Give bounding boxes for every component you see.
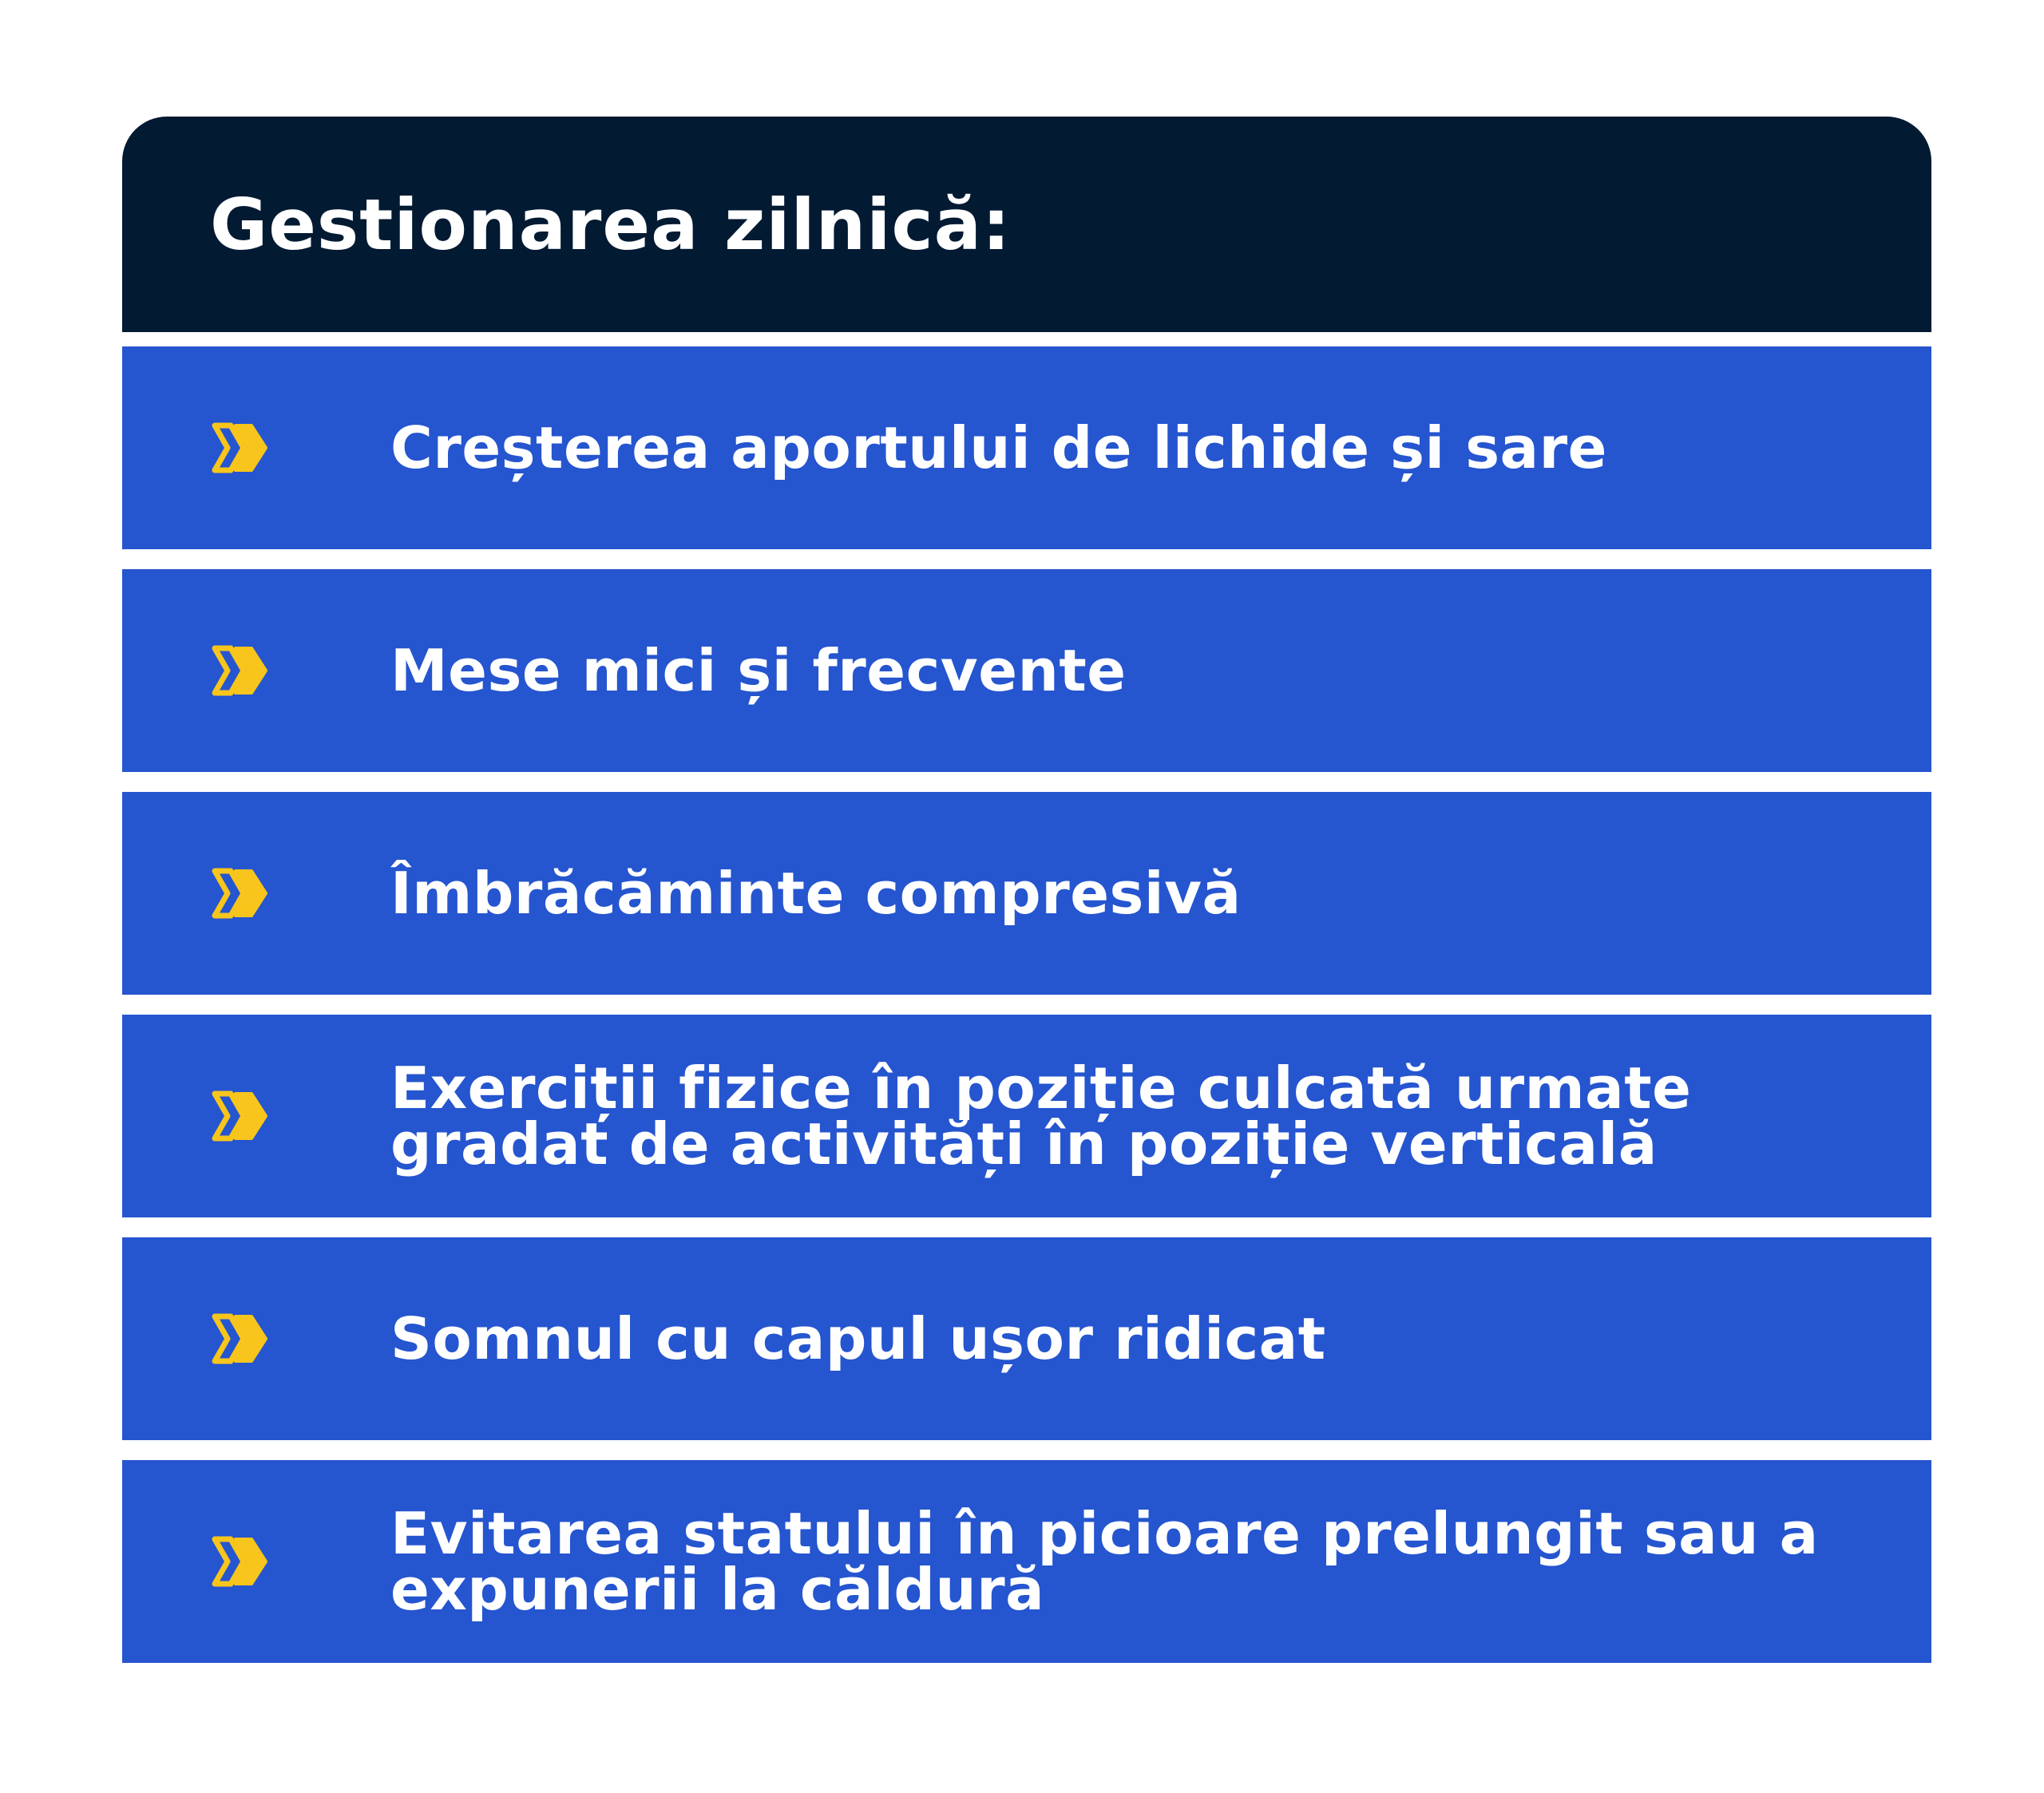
double-chevron-right-icon (208, 861, 272, 925)
double-chevron-right-icon (208, 639, 272, 703)
card-header (122, 117, 1931, 332)
daily-management-card (122, 117, 1931, 1663)
list-item (122, 792, 1931, 995)
double-chevron-right-icon (208, 416, 272, 480)
list-item-label: Creșterea aportului de lichide și sare (390, 414, 1607, 481)
double-chevron-right-icon (208, 1530, 272, 1593)
list-item (122, 1460, 1931, 1663)
double-chevron-right-icon (208, 1084, 272, 1148)
list-item-label: Evitarea statului în picioare prelungit sau a expunerii la căldură (390, 1500, 1819, 1623)
list-item (122, 346, 1931, 549)
list-item (122, 569, 1931, 772)
list-item-label: Îmbrăcăminte compresivă (390, 860, 1242, 927)
list-item-label: Somnul cu capul ușor ridicat (390, 1305, 1326, 1372)
card-title: Gestionarea zilnică: (210, 183, 1012, 266)
list-item (122, 1015, 1931, 1217)
double-chevron-right-icon (208, 1307, 272, 1371)
list-item-label: Exerciții fizice în poziție culcată urmate gradat de activități în poziție verticală (390, 1055, 1692, 1178)
list-item-label: Mese mici și frecvente (390, 637, 1127, 704)
items-list (122, 346, 1931, 1663)
list-item (122, 1237, 1931, 1440)
